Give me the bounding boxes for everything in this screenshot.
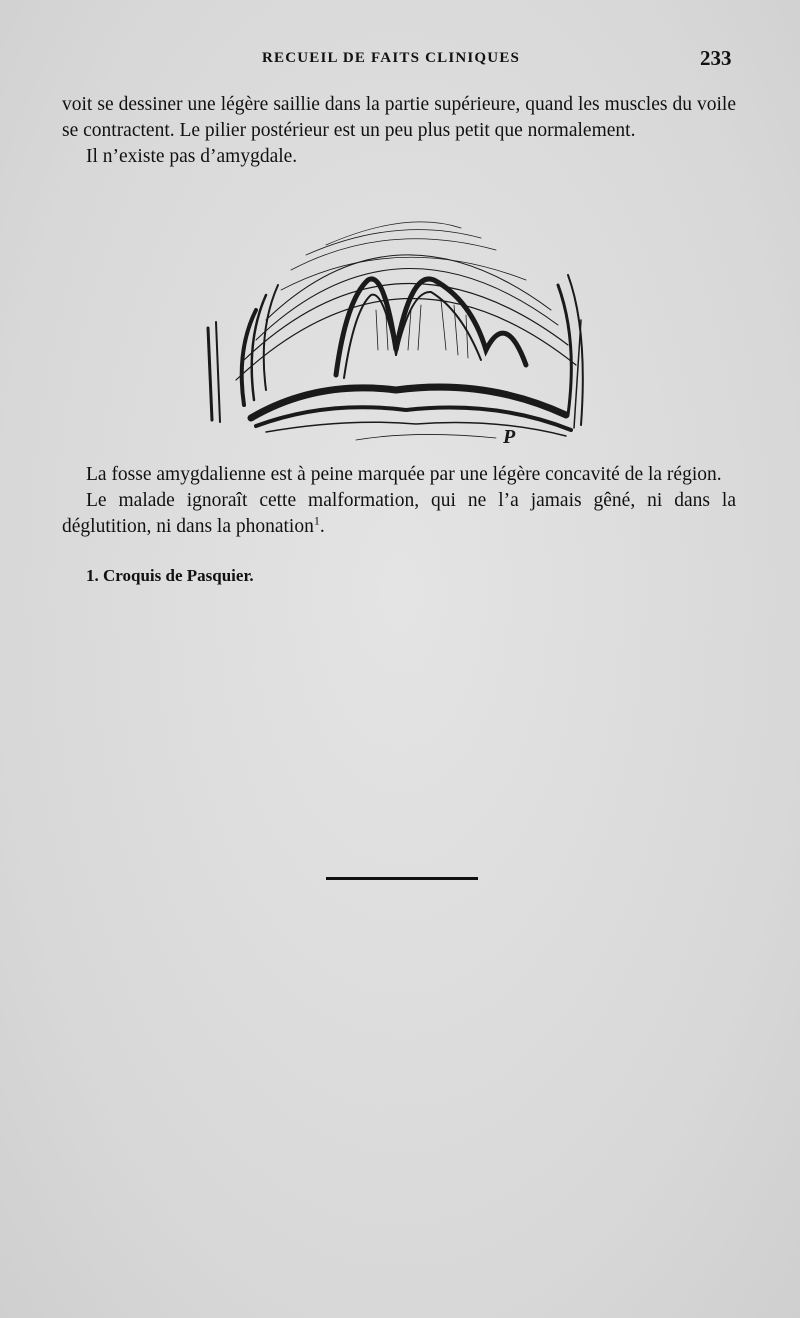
- paragraph-4-end: .: [319, 516, 325, 537]
- running-title: RECUEIL DE FAITS CLINIQUES: [262, 50, 521, 66]
- paragraph-1: voit se dessiner une légère saillie dans la partie supérieure, quand les muscles du voile se contractent. Le pilier postérieur est un peu plus petit que normalement.: [62, 94, 736, 141]
- text-block-bottom: [62, 462, 736, 540]
- paragraph-4-text: Le malade ignoraît cette malformation, qui ne l’a jamais gêné, ni dans la déglutition, ni dans la phonation: [62, 490, 736, 537]
- paragraph-4: [62, 488, 736, 540]
- text-block-top: [62, 92, 736, 170]
- page-header: [0, 46, 800, 72]
- page-number: 233: [700, 46, 732, 70]
- paragraph-3: La fosse amygdalienne est à peine marquée par une légère concavité de la région.: [86, 464, 722, 485]
- throat-sketch-illustration: [196, 200, 606, 450]
- paragraph-2: Il n’existe pas d’amygdale.: [86, 146, 298, 167]
- throat-sketch-figure: [196, 200, 606, 450]
- footnote-reference: 1: [313, 513, 320, 528]
- footnote: 1. Croquis de Pasquier.: [86, 566, 254, 585]
- artist-signature: P: [503, 426, 516, 448]
- section-end-rule: [326, 877, 478, 880]
